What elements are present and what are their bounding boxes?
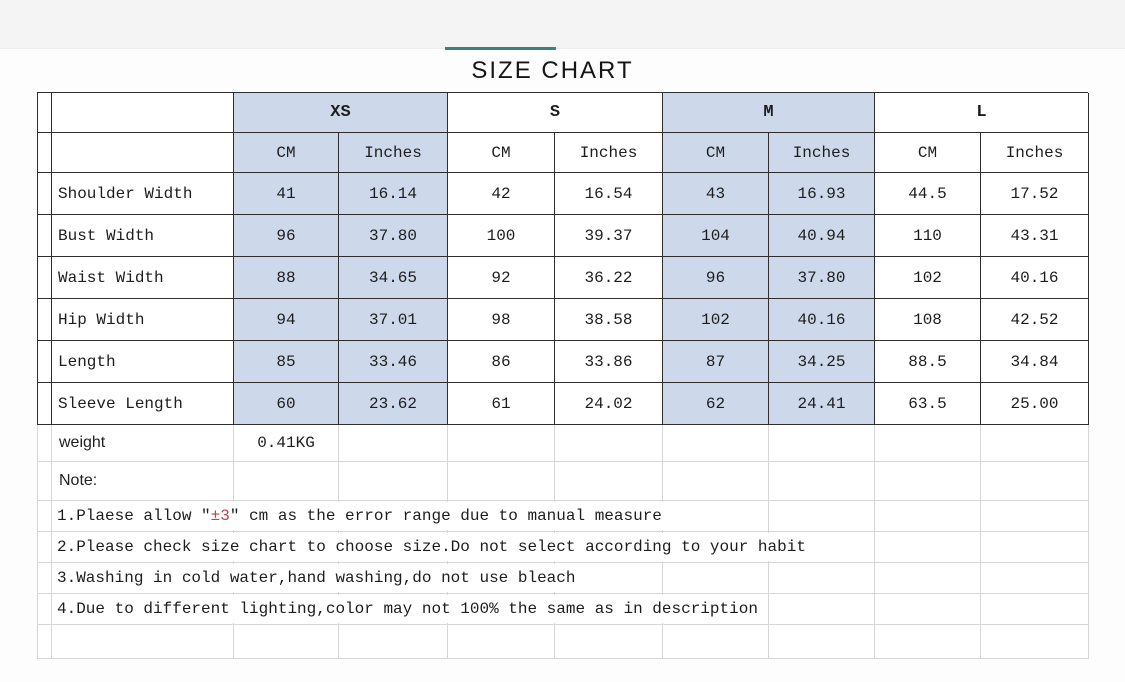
value-cell-cm: 94: [234, 299, 339, 341]
unit-inches-cell: Inches: [769, 133, 875, 173]
note-line-prefix: 1.Plaese allow ″: [57, 507, 211, 525]
empty-cell: [875, 425, 981, 462]
unit-cm-cell: CM: [234, 133, 339, 173]
empty-cell: [875, 563, 981, 594]
value-cell-cm: 108: [875, 299, 981, 341]
value-cell-inches: 24.02: [555, 383, 663, 425]
value-cell-cm: 104: [663, 215, 769, 257]
empty-cell: [663, 425, 769, 462]
unit-cm-cell: CM: [875, 133, 981, 173]
empty-cell: [663, 625, 769, 659]
value-cell-cm: 102: [663, 299, 769, 341]
empty-cell: [875, 501, 981, 532]
note-line-1: [52, 502, 671, 530]
value-cell-inches: 34.84: [981, 341, 1089, 383]
size-table: [37, 92, 1088, 425]
empty-cell: [555, 462, 663, 501]
empty-cell: [981, 425, 1089, 462]
empty-cell: [38, 532, 52, 563]
value-cell-inches: 23.62: [339, 383, 448, 425]
empty-cell: [769, 501, 875, 532]
empty-cell: [234, 625, 339, 659]
value-cell-cm: 98: [448, 299, 555, 341]
empty-cell: [339, 462, 448, 501]
value-cell-inches: 37.80: [769, 257, 875, 299]
note-line-2: [52, 533, 815, 561]
value-cell-cm: 110: [875, 215, 981, 257]
value-cell-inches: 42.52: [981, 299, 1089, 341]
value-cell-inches: 34.65: [339, 257, 448, 299]
empty-cell: [234, 462, 339, 501]
value-cell-cm: 62: [663, 383, 769, 425]
empty-cell: [555, 425, 663, 462]
empty-cell: [38, 563, 52, 594]
empty-cell: [769, 563, 875, 594]
value-cell-inches: 25.00: [981, 383, 1089, 425]
value-cell-cm: 102: [875, 257, 981, 299]
gutter-cell: [38, 383, 52, 425]
value-cell-inches: 40.16: [981, 257, 1089, 299]
value-cell-inches: 40.94: [769, 215, 875, 257]
empty-cell: [769, 594, 875, 625]
empty-cell: [875, 594, 981, 625]
measurement-label: Waist Width: [52, 257, 234, 299]
note-error-range-value: ±3: [210, 507, 230, 525]
value-cell-cm: 96: [663, 257, 769, 299]
unit-inches-cell: Inches: [555, 133, 663, 173]
notes-grid: [37, 425, 1088, 659]
value-cell-cm: 88.5: [875, 341, 981, 383]
value-cell-inches: 39.37: [555, 215, 663, 257]
note-line-text: 3.Washing in cold water,hand washing,do not use bleach: [57, 569, 576, 587]
value-cell-inches: 40.16: [769, 299, 875, 341]
empty-cell: [663, 501, 769, 532]
empty-cell: [875, 625, 981, 659]
empty-cell: [52, 625, 234, 659]
value-cell-inches: 37.01: [339, 299, 448, 341]
size-chart-sheet: [37, 92, 1088, 659]
empty-cell: [769, 425, 875, 462]
value-cell-cm: 100: [448, 215, 555, 257]
value-cell-cm: 96: [234, 215, 339, 257]
weight-label: weight: [52, 425, 234, 462]
empty-cell: [38, 625, 52, 659]
empty-cell: [981, 594, 1089, 625]
gutter-cell: [38, 173, 52, 215]
note-label: Note:: [52, 462, 234, 501]
gutter-cell: [38, 215, 52, 257]
value-cell-inches: 33.86: [555, 341, 663, 383]
empty-cell: [663, 462, 769, 501]
gutter-cell: [38, 462, 52, 501]
corner-cell: [52, 93, 234, 133]
unit-corner-cell: [52, 133, 234, 173]
gutter-cell: [38, 425, 52, 462]
gutter-cell: [38, 93, 52, 133]
empty-cell: [448, 462, 555, 501]
unit-inches-cell: Inches: [981, 133, 1089, 173]
empty-cell: [981, 501, 1089, 532]
measurement-label: Bust Width: [52, 215, 234, 257]
empty-cell: [555, 625, 663, 659]
empty-cell: [981, 532, 1089, 563]
value-cell-cm: 86: [448, 341, 555, 383]
value-cell-inches: 16.14: [339, 173, 448, 215]
gutter-cell: [38, 299, 52, 341]
page-title: SIZE CHART: [471, 57, 634, 84]
value-cell-cm: 92: [448, 257, 555, 299]
value-cell-inches: 37.80: [339, 215, 448, 257]
size-header-xs: XS: [234, 93, 448, 133]
size-header-m: M: [663, 93, 875, 133]
gutter-cell: [38, 257, 52, 299]
value-cell-inches: 16.93: [769, 173, 875, 215]
value-cell-cm: 42: [448, 173, 555, 215]
note-line-text: 4.Due to different lighting,color may not 100% the same as in description: [57, 600, 758, 618]
empty-cell: [981, 462, 1089, 501]
note-line-3: [52, 564, 584, 592]
empty-cell: [339, 425, 448, 462]
value-cell-cm: 87: [663, 341, 769, 383]
value-cell-cm: 60: [234, 383, 339, 425]
empty-cell: [38, 594, 52, 625]
value-cell-cm: 85: [234, 341, 339, 383]
note-line-suffix: ″ cm as the error range due to manual measure: [229, 507, 662, 525]
unit-inches-cell: Inches: [339, 133, 448, 173]
empty-cell: [769, 625, 875, 659]
unit-cm-cell: CM: [448, 133, 555, 173]
note-line-4: [52, 595, 767, 623]
value-cell-cm: 88: [234, 257, 339, 299]
empty-cell: [38, 501, 52, 532]
value-cell-inches: 34.25: [769, 341, 875, 383]
empty-cell: [769, 462, 875, 501]
note-line-text: 2.Please check size chart to choose size.Do not select according to your habit: [57, 538, 806, 556]
measurement-label: Length: [52, 341, 234, 383]
teal-accent-line: [445, 47, 556, 50]
value-cell-inches: 38.58: [555, 299, 663, 341]
measurement-label: Sleeve Length: [52, 383, 234, 425]
value-cell-inches: 43.31: [981, 215, 1089, 257]
weight-value: 0.41KG: [234, 425, 339, 462]
size-header-l: L: [875, 93, 1089, 133]
measurement-label: Shoulder Width: [52, 173, 234, 215]
top-strip: [0, 0, 1125, 49]
empty-cell: [663, 563, 769, 594]
size-header-s: S: [448, 93, 663, 133]
value-cell-cm: 44.5: [875, 173, 981, 215]
empty-cell: [448, 425, 555, 462]
value-cell-inches: 36.22: [555, 257, 663, 299]
measurement-label: Hip Width: [52, 299, 234, 341]
value-cell-inches: 17.52: [981, 173, 1089, 215]
unit-cm-cell: CM: [663, 133, 769, 173]
value-cell-cm: 61: [448, 383, 555, 425]
gutter-cell: [38, 133, 52, 173]
empty-cell: [981, 625, 1089, 659]
value-cell-cm: 41: [234, 173, 339, 215]
value-cell-inches: 24.41: [769, 383, 875, 425]
empty-cell: [875, 532, 981, 563]
empty-cell: [875, 462, 981, 501]
empty-cell: [448, 625, 555, 659]
value-cell-cm: 43: [663, 173, 769, 215]
empty-cell: [981, 563, 1089, 594]
empty-cell: [339, 625, 448, 659]
gutter-cell: [38, 341, 52, 383]
value-cell-inches: 33.46: [339, 341, 448, 383]
value-cell-cm: 63.5: [875, 383, 981, 425]
value-cell-inches: 16.54: [555, 173, 663, 215]
